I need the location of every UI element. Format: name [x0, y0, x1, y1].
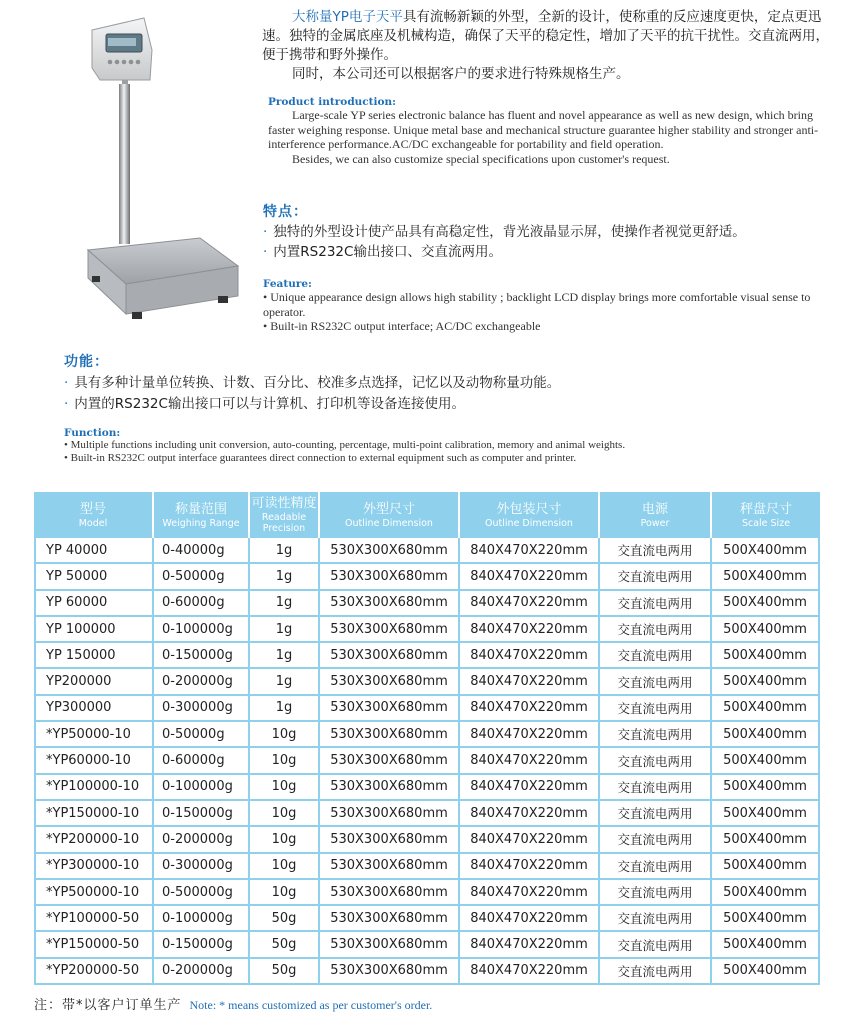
table-row: [34, 827, 820, 853]
cell-scale-size: 500X400mm: [712, 775, 820, 801]
cell-scale-size: 500X400mm: [712, 959, 820, 985]
table-row: [34, 801, 820, 827]
cell-power: 交直流电两用: [600, 617, 712, 643]
col-header-model: 型号 Model: [34, 492, 154, 538]
spec-table: [34, 492, 820, 985]
cell-package-dimension: 840X470X220mm: [460, 696, 600, 722]
cell-weighing-range: 0-300000g: [154, 854, 250, 880]
cell-outline-dimension: 530X300X680mm: [320, 827, 460, 853]
cell-scale-size: 500X400mm: [712, 696, 820, 722]
cell-power: 交直流电两用: [600, 722, 712, 748]
cell-weighing-range: 0-150000g: [154, 801, 250, 827]
features-en-item: • Built-in RS232C output interface; AC/DC exchangeable: [263, 319, 541, 333]
cell-precision: 1g: [250, 669, 320, 695]
features-cn-item: · 内置RS232C输出接口、交直流两用。: [263, 244, 502, 260]
cell-precision: 10g: [250, 775, 320, 801]
cell-package-dimension: 840X470X220mm: [460, 801, 600, 827]
product-image: [80, 8, 250, 328]
cell-precision: 50g: [250, 959, 320, 985]
col-header-power: 电源 Power: [600, 492, 712, 538]
bullet-icon: ·: [263, 244, 268, 260]
function-cn-item: · 具有多种计量单位转换、计数、百分比、校准多点选择，记忆以及动物称量功能。: [64, 375, 561, 391]
cell-scale-size: 500X400mm: [712, 880, 820, 906]
cell-precision: 1g: [250, 538, 320, 564]
cell-weighing-range: 0-150000g: [154, 932, 250, 958]
cell-outline-dimension: 530X300X680mm: [320, 669, 460, 695]
cell-precision: 10g: [250, 722, 320, 748]
cell-scale-size: 500X400mm: [712, 854, 820, 880]
features-cn: [263, 202, 838, 262]
cell-weighing-range: 0-40000g: [154, 538, 250, 564]
footnote-en: Note: * means customized as per customer's order.: [189, 998, 433, 1012]
function-en-heading: Function:: [64, 427, 121, 439]
cell-power: 交直流电两用: [600, 643, 712, 669]
cell-package-dimension: 840X470X220mm: [460, 906, 600, 932]
cell-model: *YP50000-10: [34, 722, 154, 748]
cell-package-dimension: 840X470X220mm: [460, 775, 600, 801]
cell-precision: 1g: [250, 564, 320, 590]
cell-outline-dimension: 530X300X680mm: [320, 748, 460, 774]
cell-scale-size: 500X400mm: [712, 906, 820, 932]
table-row: [34, 669, 820, 695]
cell-outline-dimension: 530X300X680mm: [320, 801, 460, 827]
cell-outline-dimension: 530X300X680mm: [320, 591, 460, 617]
table-row: [34, 591, 820, 617]
cell-weighing-range: 0-100000g: [154, 775, 250, 801]
intro-cn-line2: 同时，本公司还可以根据客户的要求进行特殊规格生产。: [292, 66, 630, 82]
cell-package-dimension: 840X470X220mm: [460, 827, 600, 853]
table-header-row: [34, 492, 820, 538]
function-cn: [64, 352, 824, 415]
cell-model: *YP100000-50: [34, 906, 154, 932]
table-row: [34, 932, 820, 958]
bullet-icon: ·: [64, 375, 69, 391]
cell-model: *YP60000-10: [34, 748, 154, 774]
cell-scale-size: 500X400mm: [712, 669, 820, 695]
cell-power: 交直流电两用: [600, 748, 712, 774]
table-row: [34, 959, 820, 985]
cell-model: YP200000: [34, 669, 154, 695]
cell-power: 交直流电两用: [600, 932, 712, 958]
function-en-item: • Multiple functions including unit conversion, auto-counting, percentage, multi-point calibration, memory and animal weights.: [64, 439, 626, 451]
cell-outline-dimension: 530X300X680mm: [320, 906, 460, 932]
table-row: [34, 564, 820, 590]
cell-precision: 10g: [250, 854, 320, 880]
cell-scale-size: 500X400mm: [712, 564, 820, 590]
cell-precision: 10g: [250, 880, 320, 906]
function-en-item: • Built-in RS232C output interface guarantees direct connection to external equipment such as computer and printer.: [64, 452, 577, 464]
cell-model: YP 50000: [34, 564, 154, 590]
intro-cn-line1: 具有流畅新颖的外型，全新的设计，使称重的反应速度更快，定点更迅速。独特的金属底座及机械构造，确保了天平的稳定性，增加了天平的抗干扰性。交直流两用，便于携带和野外操作。: [262, 9, 829, 63]
table-row: [34, 538, 820, 564]
cell-weighing-range: 0-200000g: [154, 827, 250, 853]
function-en: [64, 427, 824, 465]
col-header-outline-dimension: 外型尺寸 Outline Dimension: [320, 492, 460, 538]
cell-model: YP 60000: [34, 591, 154, 617]
cell-model: *YP300000-10: [34, 854, 154, 880]
cell-package-dimension: 840X470X220mm: [460, 643, 600, 669]
cell-model: YP300000: [34, 696, 154, 722]
cell-scale-size: 500X400mm: [712, 801, 820, 827]
intro-en: [268, 96, 833, 166]
intro-en-heading: Product introduction:: [268, 96, 397, 108]
cell-model: *YP150000-50: [34, 932, 154, 958]
features-cn-title: 特点：: [263, 204, 308, 220]
table-row: [34, 696, 820, 722]
features-cn-item: · 独特的外型设计使产品具有高稳定性，背光液晶显示屏，使操作者视觉更舒适。: [263, 224, 746, 240]
footnote: [34, 994, 432, 1013]
cell-power: 交直流电两用: [600, 775, 712, 801]
cell-package-dimension: 840X470X220mm: [460, 591, 600, 617]
cell-package-dimension: 840X470X220mm: [460, 854, 600, 880]
cell-model: *YP200000-10: [34, 827, 154, 853]
cell-precision: 10g: [250, 801, 320, 827]
bullet-icon: ·: [263, 224, 268, 240]
col-header-scale-size: 秤盘尺寸 Scale Size: [712, 492, 820, 538]
cell-package-dimension: 840X470X220mm: [460, 617, 600, 643]
cell-package-dimension: 840X470X220mm: [460, 538, 600, 564]
cell-power: 交直流电两用: [600, 591, 712, 617]
cell-model: *YP200000-50: [34, 959, 154, 985]
table-row: [34, 643, 820, 669]
cell-package-dimension: 840X470X220mm: [460, 748, 600, 774]
table-row: [34, 617, 820, 643]
cell-precision: 1g: [250, 591, 320, 617]
cell-outline-dimension: 530X300X680mm: [320, 722, 460, 748]
intro-cn: [262, 8, 837, 84]
cell-outline-dimension: 530X300X680mm: [320, 775, 460, 801]
table-row: [34, 906, 820, 932]
cell-weighing-range: 0-500000g: [154, 880, 250, 906]
cell-scale-size: 500X400mm: [712, 748, 820, 774]
cell-weighing-range: 0-50000g: [154, 722, 250, 748]
cell-package-dimension: 840X470X220mm: [460, 932, 600, 958]
cell-weighing-range: 0-50000g: [154, 564, 250, 590]
table-row: [34, 854, 820, 880]
cell-weighing-range: 0-100000g: [154, 906, 250, 932]
function-cn-title: 功能：: [64, 354, 109, 370]
footnote-cn: 注：带*以客户订单生产: [34, 998, 182, 1013]
cell-scale-size: 500X400mm: [712, 722, 820, 748]
intro-cn-paragraph: [262, 8, 837, 65]
cell-package-dimension: 840X470X220mm: [460, 880, 600, 906]
cell-power: 交直流电两用: [600, 801, 712, 827]
cell-model: *YP150000-10: [34, 801, 154, 827]
cell-weighing-range: 0-200000g: [154, 669, 250, 695]
features-en-heading: Feature:: [263, 278, 312, 290]
cell-outline-dimension: 530X300X680mm: [320, 880, 460, 906]
cell-power: 交直流电两用: [600, 564, 712, 590]
col-header-precision: 可读性精度 Readable Precision: [250, 492, 320, 538]
cell-precision: 10g: [250, 748, 320, 774]
cell-package-dimension: 840X470X220mm: [460, 959, 600, 985]
platform-scale-illustration: [80, 8, 250, 328]
table-row: [34, 775, 820, 801]
cell-weighing-range: 0-300000g: [154, 696, 250, 722]
cell-weighing-range: 0-60000g: [154, 591, 250, 617]
cell-outline-dimension: 530X300X680mm: [320, 538, 460, 564]
cell-weighing-range: 0-60000g: [154, 748, 250, 774]
intro-en-para1: Large-scale YP series electronic balance has fluent and novel appearance as well as new design, which bring faster weighing response. Unique metal base and mechanical structure guarantee higher stability and stronger anti-interference performance.AC/DC exchangeable for portability and field operation.: [268, 108, 819, 151]
cell-model: YP 150000: [34, 643, 154, 669]
intro-cn-lead: 大称量YP电子天平: [292, 9, 403, 25]
cell-outline-dimension: 530X300X680mm: [320, 854, 460, 880]
cell-power: 交直流电两用: [600, 880, 712, 906]
cell-outline-dimension: 530X300X680mm: [320, 617, 460, 643]
cell-power: 交直流电两用: [600, 538, 712, 564]
cell-model: *YP100000-10: [34, 775, 154, 801]
cell-scale-size: 500X400mm: [712, 827, 820, 853]
cell-power: 交直流电两用: [600, 854, 712, 880]
cell-package-dimension: 840X470X220mm: [460, 722, 600, 748]
function-cn-item: · 内置的RS232C输出接口可以与计算机、打印机等设备连接使用。: [64, 396, 465, 412]
cell-outline-dimension: 530X300X680mm: [320, 564, 460, 590]
cell-scale-size: 500X400mm: [712, 591, 820, 617]
cell-model: YP 100000: [34, 617, 154, 643]
cell-precision: 1g: [250, 696, 320, 722]
intro-en-para2: Besides, we can also customize special specifications upon customer's request.: [292, 151, 670, 166]
cell-model: *YP500000-10: [34, 880, 154, 906]
cell-precision: 10g: [250, 827, 320, 853]
cell-scale-size: 500X400mm: [712, 932, 820, 958]
cell-power: 交直流电两用: [600, 906, 712, 932]
features-en-item: • Unique appearance design allows high stability ; backlight LCD display brings more comfortable visual sense to operator.: [263, 290, 811, 319]
bullet-icon: ·: [64, 396, 69, 412]
cell-scale-size: 500X400mm: [712, 617, 820, 643]
cell-model: YP 40000: [34, 538, 154, 564]
features-en: [263, 278, 828, 334]
col-header-weighing-range: 称量范围 Weighing Range: [154, 492, 250, 538]
col-header-package-dimension: 外包装尺寸 Outline Dimension: [460, 492, 600, 538]
cell-weighing-range: 0-150000g: [154, 643, 250, 669]
cell-outline-dimension: 530X300X680mm: [320, 643, 460, 669]
cell-precision: 1g: [250, 617, 320, 643]
cell-precision: 1g: [250, 643, 320, 669]
cell-package-dimension: 840X470X220mm: [460, 669, 600, 695]
cell-outline-dimension: 530X300X680mm: [320, 959, 460, 985]
cell-power: 交直流电两用: [600, 669, 712, 695]
cell-package-dimension: 840X470X220mm: [460, 564, 600, 590]
cell-outline-dimension: 530X300X680mm: [320, 932, 460, 958]
table-body: [34, 538, 820, 985]
table-row: [34, 748, 820, 774]
cell-power: 交直流电两用: [600, 959, 712, 985]
cell-weighing-range: 0-100000g: [154, 617, 250, 643]
cell-scale-size: 500X400mm: [712, 643, 820, 669]
cell-outline-dimension: 530X300X680mm: [320, 696, 460, 722]
table-row: [34, 722, 820, 748]
cell-precision: 50g: [250, 906, 320, 932]
cell-power: 交直流电两用: [600, 696, 712, 722]
table-row: [34, 880, 820, 906]
cell-precision: 50g: [250, 932, 320, 958]
cell-scale-size: 500X400mm: [712, 538, 820, 564]
cell-weighing-range: 0-200000g: [154, 959, 250, 985]
cell-power: 交直流电两用: [600, 827, 712, 853]
